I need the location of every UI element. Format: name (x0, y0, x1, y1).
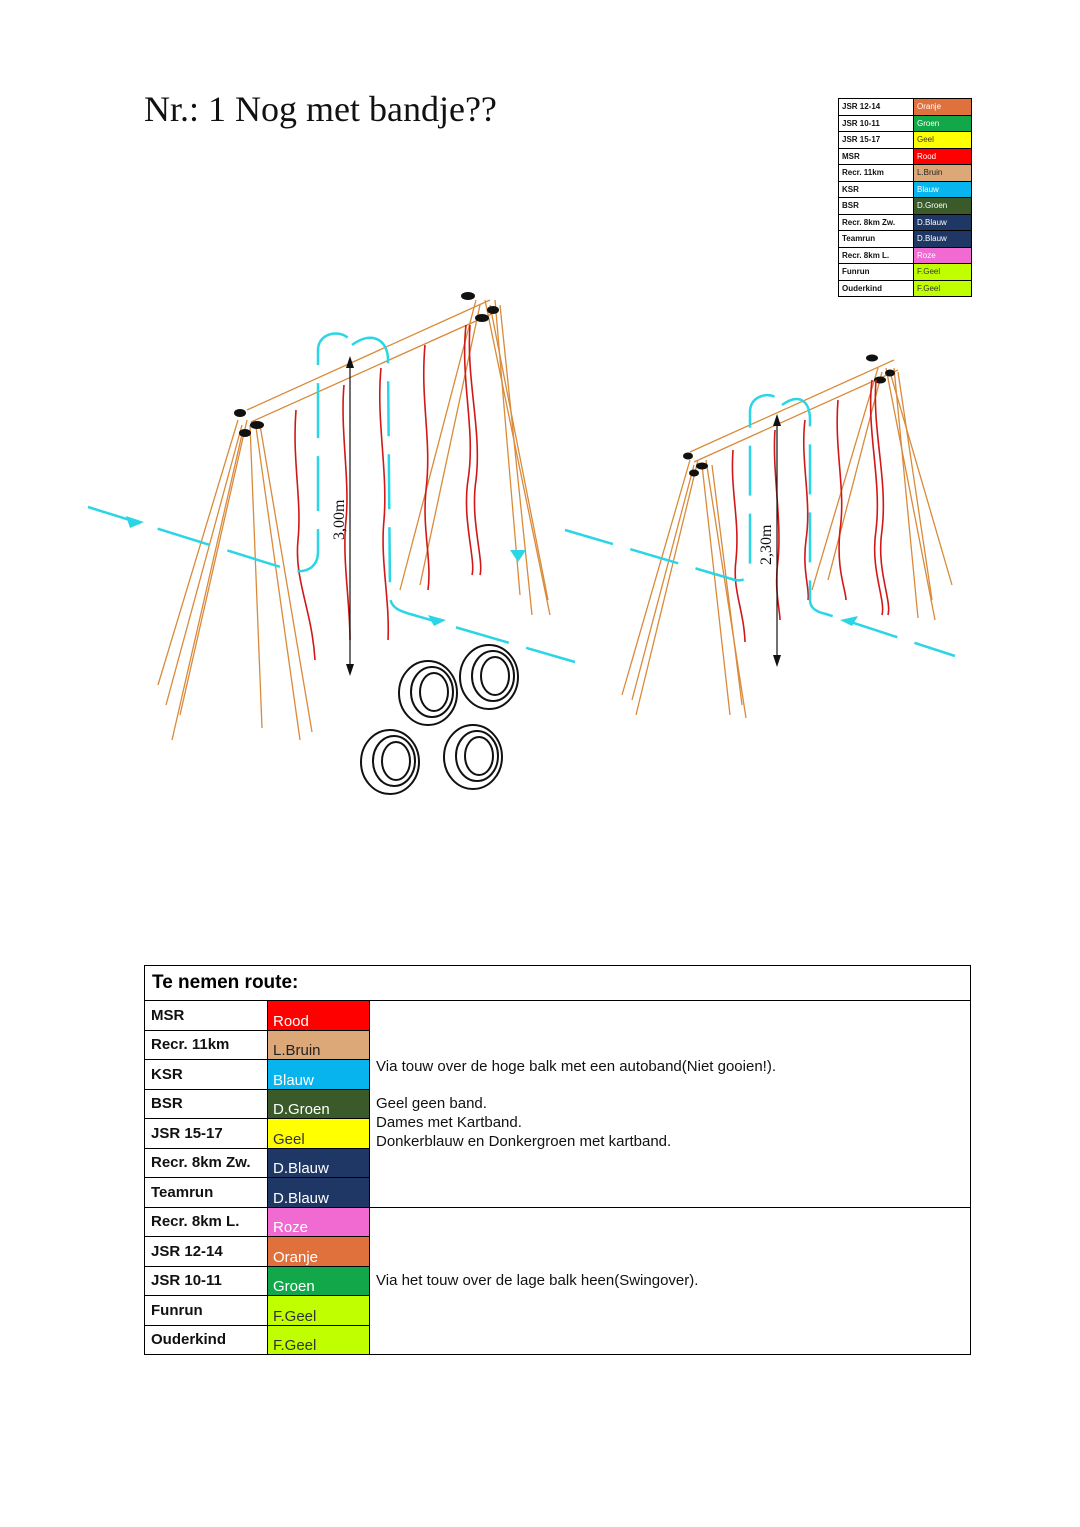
legend-row (839, 181, 972, 198)
legend-color: F.Geel (914, 280, 972, 297)
legend-color: L.Bruin (914, 165, 972, 182)
legend-name: JSR 10-11 (839, 115, 914, 132)
route-description-note: Dames met Kartband. (376, 1113, 522, 1131)
legend-color: Rood (914, 148, 972, 165)
route-color: D.Blauw (268, 1178, 370, 1208)
route-name: Funrun (145, 1296, 268, 1326)
left-posts (158, 420, 312, 740)
route-name: Recr. 8km Zw. (145, 1148, 268, 1178)
legend-color: Geel (914, 132, 972, 149)
legend-name: Teamrun (839, 231, 914, 248)
right-posts (400, 300, 550, 615)
legend-name: Recr. 8km L. (839, 247, 914, 264)
route-description (370, 1207, 971, 1355)
legend-name: BSR (839, 198, 914, 215)
high-beam-height-label: 3,00m (331, 499, 348, 540)
route-description-main: Via touw over de hoge balk met een autoband(Niet gooien!). (376, 1057, 776, 1075)
legend-color: D.Blauw (914, 214, 972, 231)
legend-row (839, 231, 972, 248)
legend-color: Oranje (914, 99, 972, 116)
route-name: KSR (145, 1060, 268, 1090)
route-table (144, 965, 971, 1355)
route-description-note: Donkerblauw en Donkergroen met kartband. (376, 1132, 672, 1150)
legend-row (839, 214, 972, 231)
route-name: Ouderkind (145, 1325, 268, 1355)
route-name: MSR (145, 1001, 268, 1031)
route-name: BSR (145, 1089, 268, 1119)
route-description-main: Via het touw over de lage balk heen(Swingover). (376, 1272, 699, 1290)
legend-color: D.Groen (914, 198, 972, 215)
route-heading: Te nemen route: (145, 966, 971, 1001)
route-color: L.Bruin (268, 1030, 370, 1060)
tire (399, 661, 457, 725)
legend-row (839, 148, 972, 165)
legend-row (839, 198, 972, 215)
route-color: Blauw (268, 1060, 370, 1090)
tire (361, 730, 419, 794)
route-name: JSR 15-17 (145, 1119, 268, 1149)
route-color: Rood (268, 1001, 370, 1031)
legend-name: JSR 15-17 (839, 132, 914, 149)
spacer (376, 1076, 964, 1094)
legend-row (839, 132, 972, 149)
route-name: JSR 12-14 (145, 1237, 268, 1267)
legend-color: F.Geel (914, 264, 972, 281)
low-beam-height-label: 2,30m (758, 524, 775, 565)
legend-name: MSR (839, 148, 914, 165)
route-name: JSR 10-11 (145, 1266, 268, 1296)
legend-row (839, 115, 972, 132)
route-color: D.Blauw (268, 1148, 370, 1178)
legend-name: Ouderkind (839, 280, 914, 297)
legend-row (839, 165, 972, 182)
route-name: Recr. 11km (145, 1030, 268, 1060)
legend-name: Funrun (839, 264, 914, 281)
legend-name: JSR 12-14 (839, 99, 914, 116)
route-color: Groen (268, 1266, 370, 1296)
legend-color: Blauw (914, 181, 972, 198)
page-title: Nr.: 1 Nog met bandje?? (144, 89, 497, 129)
legend-color: Groen (914, 115, 972, 132)
legend-name: Recr. 11km (839, 165, 914, 182)
route-name: Recr. 8km L. (145, 1207, 268, 1237)
legend-name: KSR (839, 181, 914, 198)
route-description-note: Geel geen band. (376, 1094, 487, 1112)
route-description (370, 1001, 971, 1208)
route-color: Oranje (268, 1237, 370, 1267)
low-beam-frame (622, 360, 952, 718)
low-beam-clamps (683, 355, 895, 477)
tires (361, 645, 518, 794)
high-beam-frame (158, 300, 550, 740)
route-name: Teamrun (145, 1178, 268, 1208)
low-beam-measure (758, 414, 781, 667)
legend-color: D.Blauw (914, 231, 972, 248)
tire (460, 645, 518, 709)
route-row (145, 1001, 971, 1031)
legend-name: Recr. 8km Zw. (839, 214, 914, 231)
route-color: Roze (268, 1207, 370, 1237)
route-row (145, 1207, 971, 1237)
route-color: F.Geel (268, 1325, 370, 1355)
route-color: F.Geel (268, 1296, 370, 1326)
route-color: D.Groen (268, 1089, 370, 1119)
legend-row (839, 99, 972, 116)
obstacle-diagram (0, 260, 1080, 820)
legend-color: Roze (914, 247, 972, 264)
tire (444, 725, 502, 789)
route-color: Geel (268, 1119, 370, 1149)
